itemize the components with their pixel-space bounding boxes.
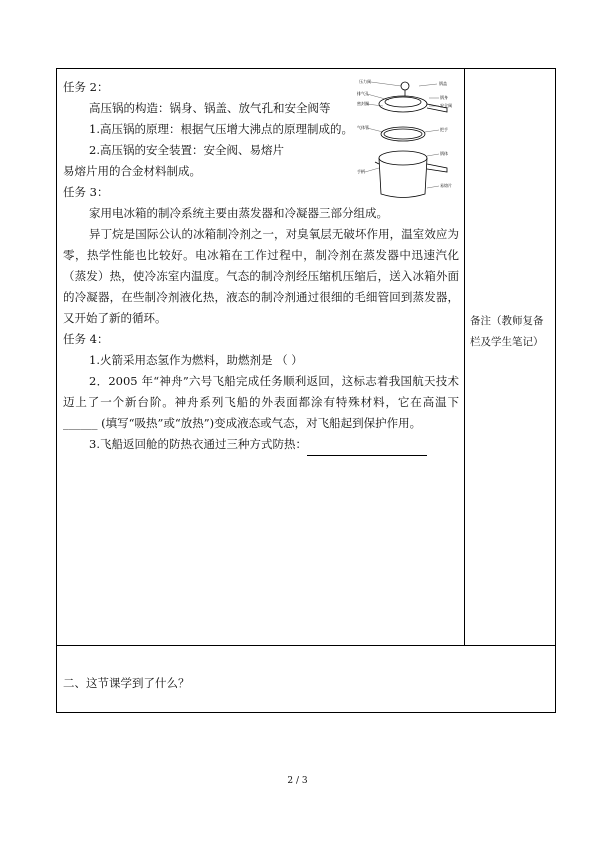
task4-q2-part1: 2．2005 年“神舟”六号飞船完成任务顺利返回，这标志着我国航天技术迈上了一个新台阶。神舟系列飞船的外表面都涂有特殊材料，它在高温下 [63, 374, 459, 409]
page-number: 2 / 3 [287, 776, 308, 786]
task4-q3-text: 3.飞船返回舱的防热衣通过三种方式防热： [89, 437, 307, 451]
task4-q2 [63, 371, 459, 434]
task3-p2: 异丁烷是国际公认的冰箱制冷剂之一，对臭氧层无破坏作用，温室效应为零，热学性能也比较好。电冰箱在工作过程中，制冷剂在蒸发器中迅速汽化（蒸发）热，使冷冻室内温度。气态的制冷剂经压缩机压缩后，送入冰箱外面的冷凝器，在些制冷剂液化热，液态的制冷剂通过很细的毛细管回到蒸发器，又开始了新的循环。 [63, 227, 459, 325]
task2-principle: 1.高压锅的原理：根据气压增大沸点的原理制成的。 [89, 122, 353, 136]
task4-q2-blank: ______ [63, 416, 98, 430]
task2-safety-line2: 易熔片用的合金材料制成。 [63, 164, 201, 178]
task4-q3 [63, 434, 459, 456]
row-divider [57, 645, 555, 646]
fig-label-7: 把手 [440, 127, 448, 132]
fig-label-9: 手柄 [357, 169, 365, 174]
side-note: 备注（教师复备栏及学生笔记） [470, 315, 544, 348]
lesson-table [56, 68, 556, 713]
fig-label-3: 密封圈 [357, 101, 369, 106]
fig-label-1: 锅盖 [439, 81, 447, 86]
task3-p1: 家用电冰箱的制冷系统主要由蒸发器和冷凝器三部分组成。 [89, 206, 388, 220]
summary-question: 二、这节课学到了什么？ [63, 676, 190, 690]
task4-title: 任务 4： [63, 332, 109, 346]
fig-label-0: 压力阀 [359, 79, 371, 84]
fig-label-2: 排气孔 [357, 91, 369, 96]
pressure-cooker-figure [357, 76, 457, 201]
task3-title: 任务 3： [63, 185, 109, 199]
task4-q1: 1.火箭采用态氢作为燃料，助燃剂是 （ ） [89, 353, 303, 367]
task2-safety-line1: 2.高压锅的安全装置：安全阀、易熔片 [89, 143, 284, 157]
column-divider [464, 69, 465, 645]
fig-label-8: 锅体 [440, 151, 448, 156]
fig-label-10: 易熔片 [440, 183, 452, 188]
fig-label-4: 锅身 [440, 95, 448, 100]
task4-q3-blank-line[interactable] [307, 434, 427, 456]
fig-label-5: 安全阀 [440, 103, 452, 108]
fig-label-6: 气体管 [357, 125, 369, 130]
task4-q2-part2: (填写“吸热”或“放热”)变成液态或气态，对飞船起到保护作用。 [97, 416, 422, 430]
task2-structure: 高压锅的构造：锅身、锅盖、放气孔和安全阀等 [89, 101, 331, 115]
task2-title: 任务 2： [63, 80, 109, 94]
